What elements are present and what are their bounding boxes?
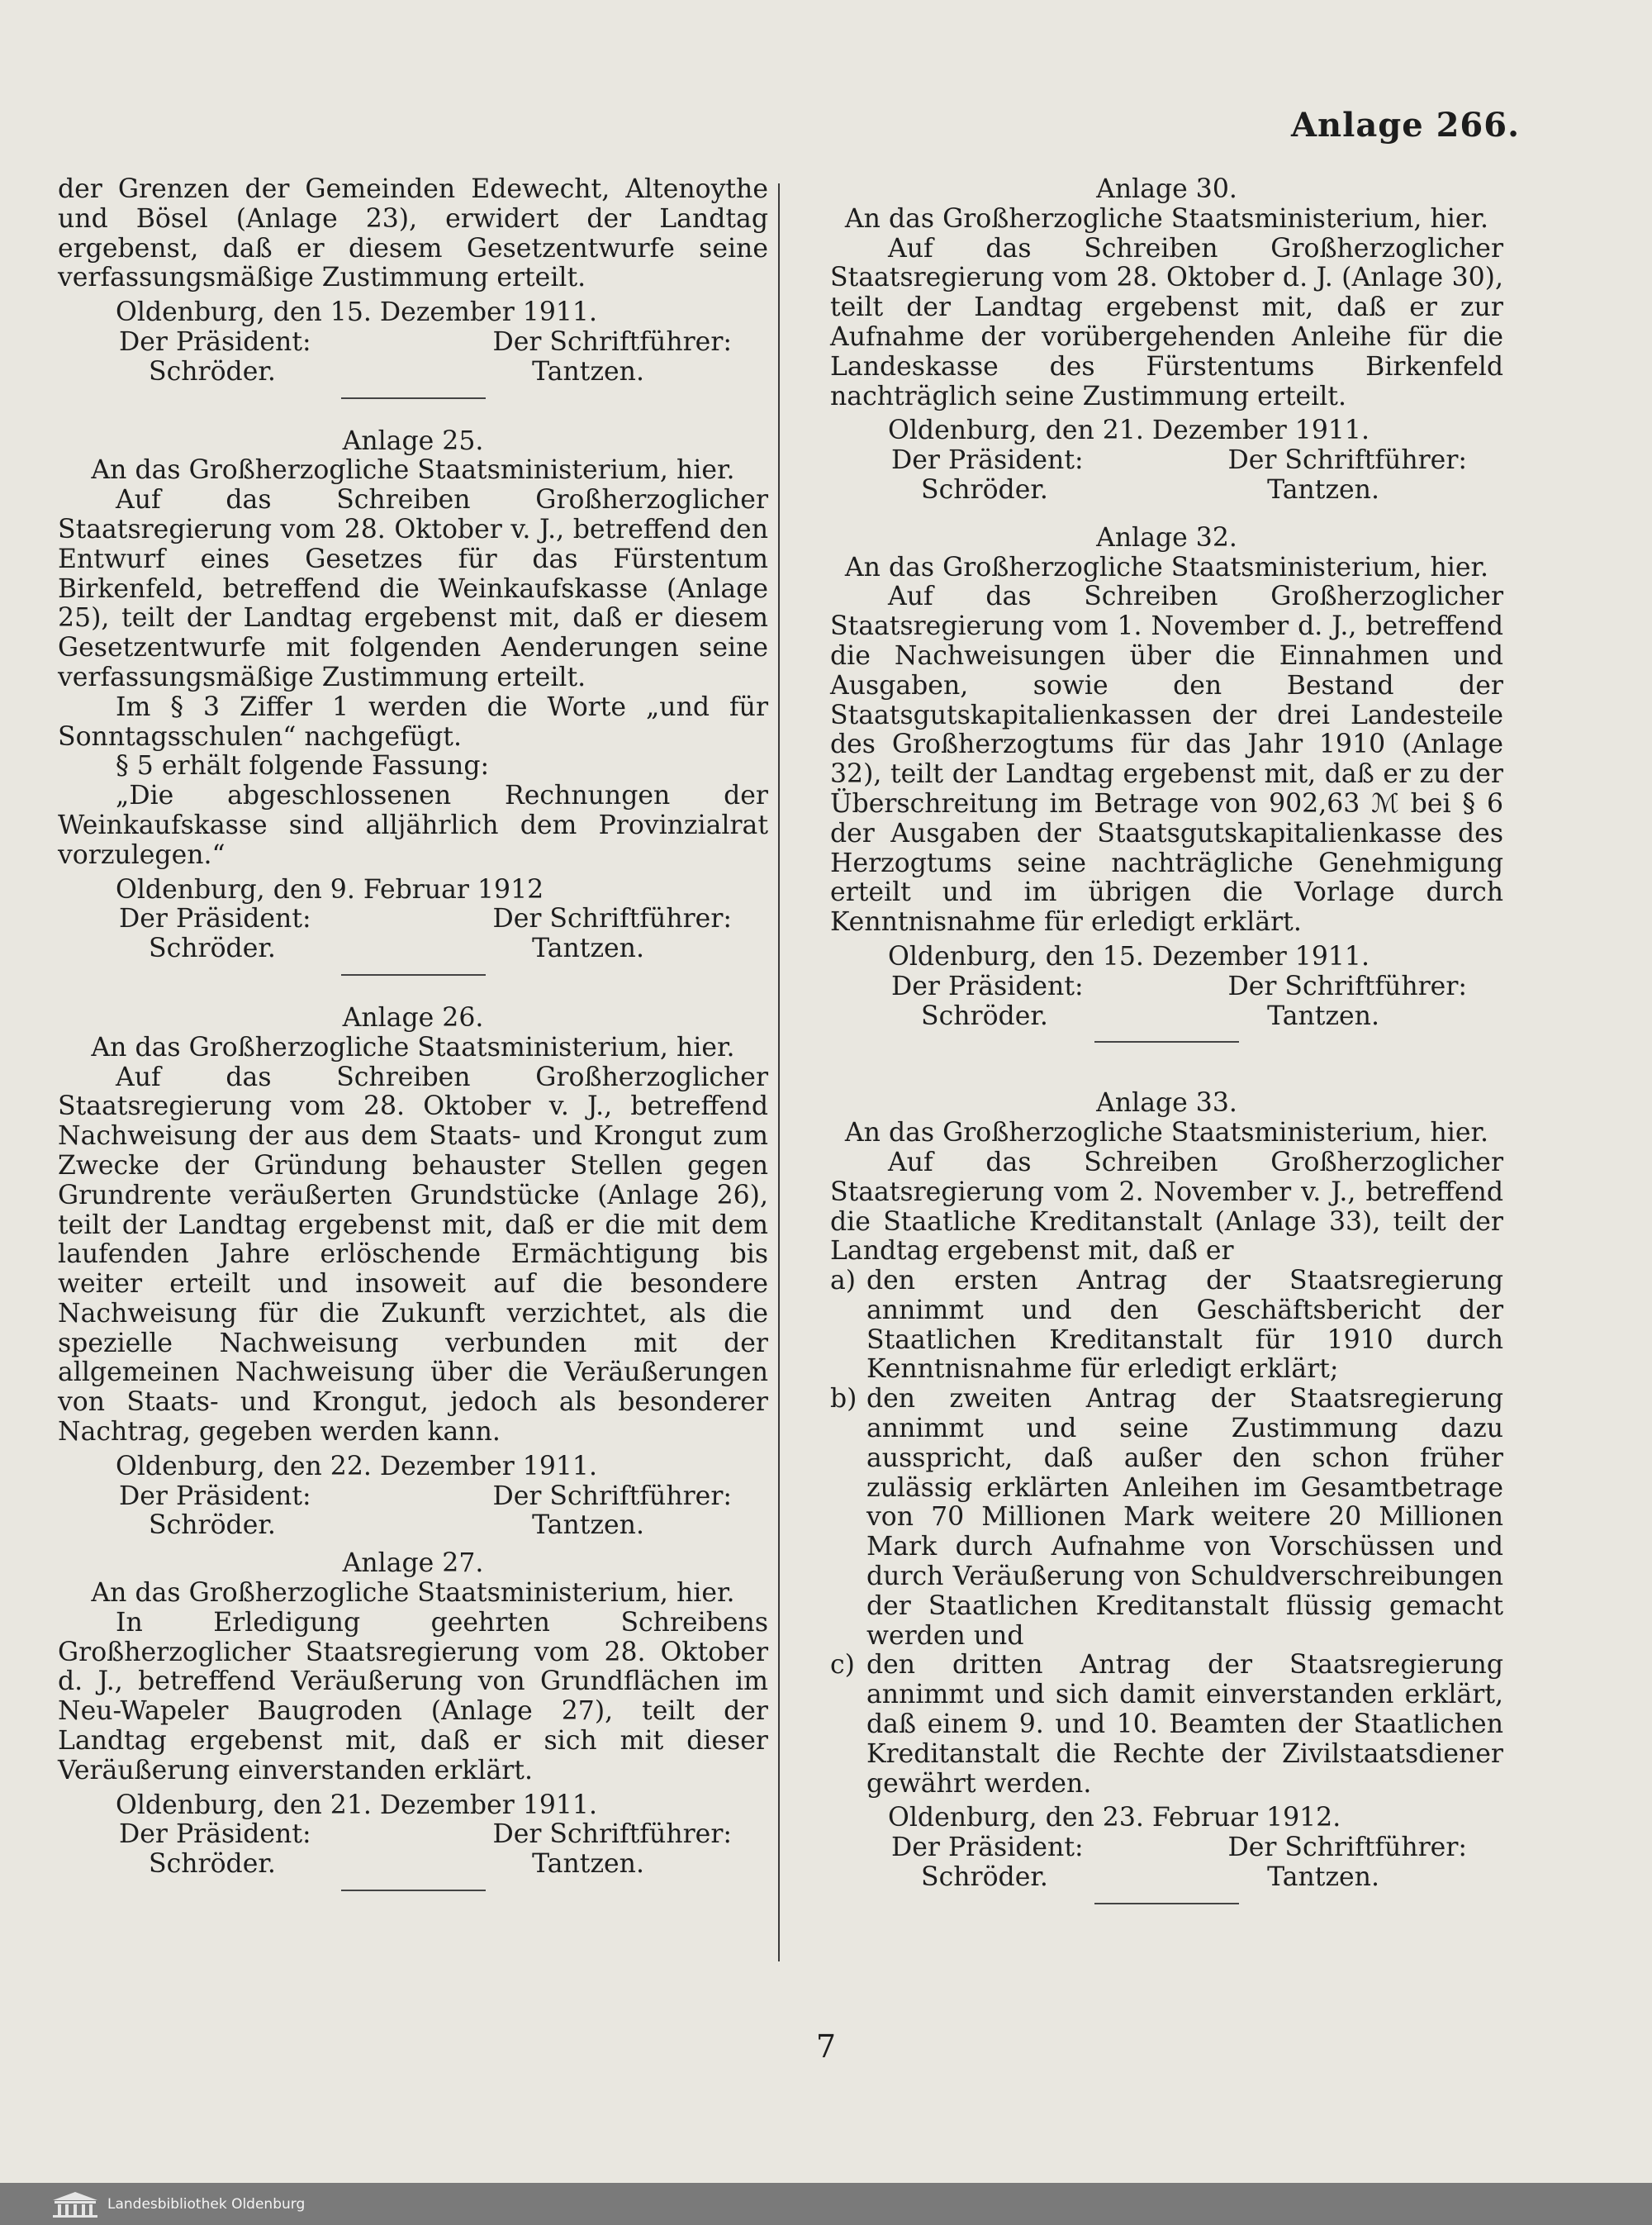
annex-27-addressee: An das Großherzogliche Staatsministerium, hier.: [91, 1578, 735, 1609]
president-label: Der Präsident:: [119, 1819, 311, 1850]
secretary-name: Tantzen.: [532, 1510, 644, 1541]
annex-30-title: Anlage 30.: [1096, 174, 1237, 204]
president-name: Schröder.: [921, 1001, 1048, 1031]
secretary-name: Tantzen.: [532, 1849, 644, 1880]
annex-25-quote: „Die abgeschlossenen Rechnungen der Weinkaufskasse sind alljährlich dem Provinzialrat vorzulegen.“: [58, 781, 768, 870]
secretary-name: Tantzen.: [532, 934, 644, 964]
secretary-name: Tantzen.: [1267, 474, 1379, 505]
secretary-name: Tantzen.: [532, 356, 644, 387]
annex-26-addressee: An das Großherzogliche Staatsministerium, hier.: [91, 1032, 735, 1063]
left-column: [58, 175, 768, 1919]
annex-32-signature-names: [830, 1002, 1503, 1032]
secretary-name: Tantzen.: [1267, 1862, 1379, 1893]
annex-25-addressee: An das Großherzogliche Staatsministerium, hier.: [91, 455, 735, 486]
annex-32-signature-labels: [830, 972, 1503, 1002]
annex-33-item-a: [830, 1267, 1503, 1385]
annex-30-date: Oldenburg, den 21. Dezember 1911.: [888, 416, 1370, 446]
annex-26-signature-labels: [58, 1482, 768, 1512]
library-building-icon: [51, 2190, 99, 2218]
annex-32-date: Oldenburg, den 15. Dezember 1911.: [888, 941, 1370, 972]
annex-32-addressee: An das Großherzogliche Staatsministerium, hier.: [844, 552, 1489, 582]
president-name: Schröder.: [149, 356, 276, 387]
president-name: Schröder.: [149, 1849, 276, 1880]
annex-25-body: Auf das Schreiben Großherzoglicher Staatsregierung vom 28. Oktober v. J., betreffend den Entwurf eines Gesetzes für das Fürstentum Birkenfeld, betreffend die Weinkaufskasse (Anlage 25), teilt der Landtag ergebenst mit, daß er diesem Gesetzentwurfe mit folgenden Aenderungen seine verfassungsmäßige Zustimmung erteilt.: [58, 485, 768, 692]
annex-33-title: Anlage 33.: [1096, 1088, 1237, 1119]
annex-27-body: In Erledigung geehrten Schreibens Großherzoglicher Staatsregierung vom 28. Oktober d. J., betreffend Veräußerung von Grundflächen im Neu-Wapeler Baugroden (Anlage 27), teilt der Landtag ergebenst mit, daß er sich mit dieser Veräußerung einverstanden erklärt.: [58, 1607, 768, 1785]
annex-25-date: Oldenburg, den 9. Februar 1912: [116, 874, 544, 905]
annex-33-addressee: An das Großherzogliche Staatsministerium, hier.: [844, 1118, 1489, 1148]
annex-26-date: Oldenburg, den 22. Dezember 1911.: [116, 1451, 597, 1481]
annex-26-title: Anlage 26.: [342, 1002, 484, 1033]
annex-32-body: Auf das Schreiben Großherzoglicher Staatsregierung vom 1. November d. J., betreffend die Nachweisungen über die Einnahmen und Ausgaben, sowie den Bestand der Staatsgutskapitalienkassen der drei Landesteile des Großherzogtums für das Jahr 1910 (Anlage 32), teilt der Landtag ergebenst mit, daß er zu der Überschreitung im Betrage von 902,63 ℳ bei § 6 der Ausgaben der Staatsgutskapitalienkasse des Herzogtums seine nachträgliche Genehmigung erteilt und im übrigen die Vorlage durch Kenntnisnahme für erledigt erklärt.: [830, 582, 1503, 938]
column-divider: [778, 183, 780, 1961]
annex-25-change-2: § 5 erhält folgende Fassung:: [116, 751, 490, 782]
secretary-label: Der Schriftführer:: [492, 1481, 732, 1511]
president-label: Der Präsident:: [119, 904, 311, 934]
section-rule: [1094, 1903, 1239, 1904]
annex-25-change-1: Im § 3 Ziffer 1 werden die Worte „und für Sonntagsschulen“ nachgefügt.: [58, 692, 768, 752]
president-label: Der Präsident:: [891, 971, 1084, 1001]
intro-date: Oldenburg, den 15. Dezember 1911.: [116, 297, 597, 328]
annex-33-item-c: [830, 1651, 1503, 1799]
annex-25-signature-labels: [58, 905, 768, 934]
item-label: c): [830, 1650, 855, 1681]
item-label: a): [830, 1266, 857, 1296]
president-label: Der Präsident:: [891, 1833, 1084, 1863]
annex-26-signature-names: [58, 1511, 768, 1541]
annex-30-signature-labels: [830, 446, 1503, 476]
annex-27-date: Oldenburg, den 21. Dezember 1911.: [116, 1790, 597, 1820]
president-label: Der Präsident:: [119, 1481, 311, 1511]
president-name: Schröder.: [921, 1862, 1048, 1893]
intro-signature-names: [58, 358, 768, 387]
president-name: Schröder.: [921, 474, 1048, 505]
library-name: Landesbibliothek Oldenburg: [107, 2195, 306, 2213]
secretary-label: Der Schriftführer:: [1227, 971, 1467, 1001]
annex-33-date: Oldenburg, den 23. Februar 1912.: [888, 1803, 1341, 1833]
annex-30-addressee: An das Großherzogliche Staatsministerium, hier.: [844, 203, 1489, 234]
secretary-label: Der Schriftführer:: [492, 904, 732, 934]
annex-32-title: Anlage 32.: [1096, 522, 1237, 553]
item-text: den ersten Antrag der Staatsregierung annimmt und den Geschäftsbericht der Staatlichen Kreditanstalt für 1910 durch Kenntnisnahme für erledigt erklärt;: [866, 1266, 1503, 1385]
annex-25-title: Anlage 25.: [342, 426, 484, 456]
annex-33-item-b: [830, 1385, 1503, 1651]
secretary-label: Der Schriftführer:: [1227, 445, 1467, 476]
annex-30-body: Auf das Schreiben Großherzoglicher Staatsregierung vom 28. Oktober d. J. (Anlage 30), teilt der Landtag ergebenst mit, daß er zur Aufnahme der vorübergehenden Anleihe für die Landeskasse des Fürstentums Birkenfeld nachträglich seine Zustimmung erteilt.: [830, 233, 1503, 411]
secretary-label: Der Schriftführer:: [1227, 1833, 1467, 1863]
annex-30-signature-names: [830, 476, 1503, 506]
right-column: [830, 175, 1503, 1933]
annex-25-signature-names: [58, 934, 768, 964]
annex-27-title: Anlage 27.: [342, 1548, 484, 1579]
annex-26-body: Auf das Schreiben Großherzoglicher Staatsregierung vom 28. Oktober v. J., betreffend Nachweisung der aus dem Staats- und Krongut zum Zwecke der Gründung behauster Stellen gegen Grundrente veräußerten Grundstücke (Anlage 26), teilt der Landtag ergebenst mit, daß er die mit dem laufenden Jahre erlöschende Ermächtigung bis weiter erteilt und insoweit auf die besondere Nachweisung für die Zukunft verzichtet, als die spezielle Nachweisung verbunden mit der allgemeinen Nachweisung über die Veräußerungen von Staats- und Krongut, jedoch als besonderer Nachtrag, gegeben werden kann.: [58, 1062, 768, 1448]
annex-33-signature-labels: [830, 1833, 1503, 1863]
intro-signature-labels: [58, 328, 768, 358]
president-name: Schröder.: [149, 934, 276, 964]
section-rule: [341, 1890, 486, 1891]
secretary-name: Tantzen.: [1267, 1001, 1379, 1031]
secretary-label: Der Schriftführer:: [492, 326, 732, 357]
president-label: Der Präsident:: [119, 326, 311, 357]
section-rule: [341, 397, 486, 399]
section-rule: [1094, 1041, 1239, 1043]
library-footer: [0, 2183, 1652, 2225]
annex-27-signature-names: [58, 1850, 768, 1880]
president-name: Schröder.: [149, 1510, 276, 1541]
annex-33-body: Auf das Schreiben Großherzoglicher Staatsregierung vom 2. November v. J., betreffend die Staatliche Kreditanstalt (Anlage 33), teilt der Landtag ergebenst mit, daß er: [830, 1147, 1503, 1267]
president-label: Der Präsident:: [891, 445, 1084, 476]
annex-33-signature-names: [830, 1863, 1503, 1893]
page-number: 7: [815, 2028, 837, 2065]
section-rule: [341, 974, 486, 976]
annex-header: Anlage 266.: [1291, 106, 1520, 145]
item-text: den dritten Antrag der Staatsregierung annimmt und sich damit einverstanden erklärt, daß einem 9. und 10. Beamten der Staatlichen Kreditanstalt die Rechte der Zivilstaatsdiener gewährt werden.: [866, 1650, 1503, 1799]
intro-text: der Grenzen der Gemeinden Edewecht, Altenoythe und Bösel (Anlage 23), erwidert der Landtag ergebenst, daß er diesem Gesetzentwurfe seine verfassungsmäßige Zustimmung erteilt.: [58, 174, 768, 293]
annex-27-signature-labels: [58, 1820, 768, 1850]
item-label: b): [830, 1384, 857, 1414]
secretary-label: Der Schriftführer:: [492, 1819, 732, 1850]
item-text: den zweiten Antrag der Staatsregierung annimmt und seine Zustimmung dazu ausspricht, daß außer den schon früher zulässig erklärten Anleihen im Gesamtbetrage von 70 Millionen Mark weitere 20 Millionen Mark durch Aufnahme von Vorschüssen und durch Veräußerung von Schuldverschreibungen der Staatlichen Kreditanstalt flüssig gemacht werden und: [866, 1384, 1503, 1651]
